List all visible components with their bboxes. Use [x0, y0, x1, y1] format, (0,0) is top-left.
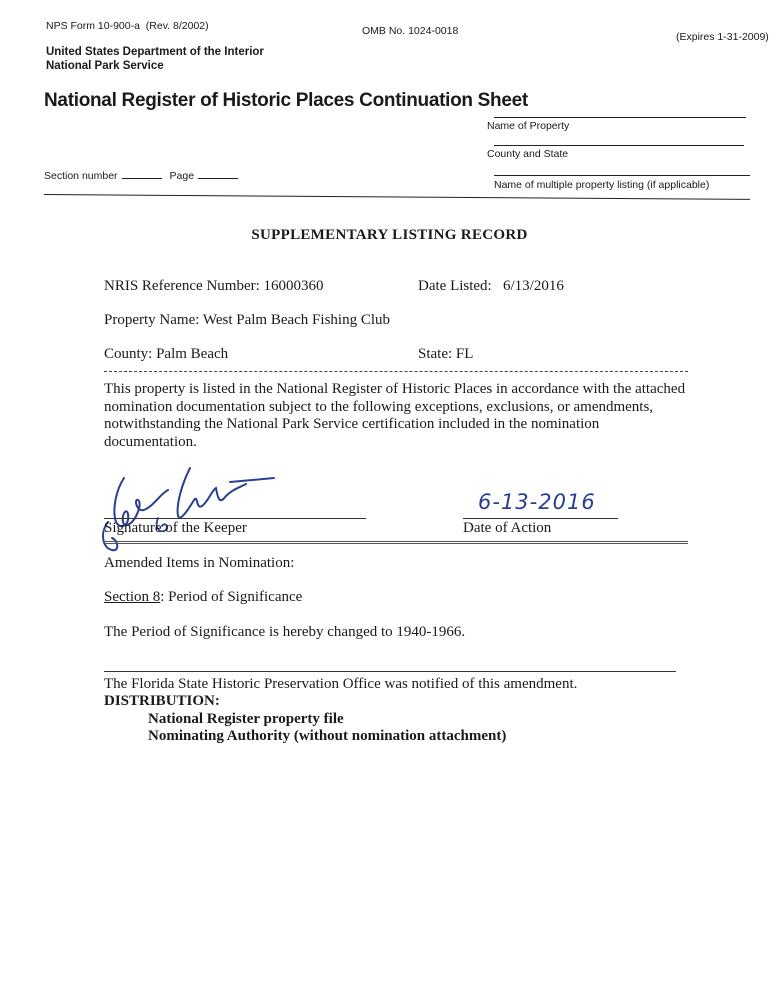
section-number-label: Section number	[44, 170, 118, 182]
property-name	[104, 312, 390, 329]
distribution-item: National Register property file	[148, 711, 344, 727]
section-number-field	[44, 169, 246, 182]
nris-value: 16000360	[263, 278, 324, 294]
listing-statement: This property is listed in the National Register of Historic Places in accordance with the attached nomination documentation subject to the following exceptions, exclusions, or amendments, notwithstanding the National Park Service certification included in the nomination documentation.	[104, 381, 686, 450]
keeper-signature-image	[98, 460, 288, 560]
date-of-action-line	[463, 518, 618, 519]
date-listed-label: Date Listed:	[418, 278, 492, 294]
property-value: West Palm Beach Fishing Club	[202, 312, 390, 328]
date-of-action-value: 6-13-2016	[478, 490, 596, 514]
section-8-link: Section 8	[104, 589, 161, 605]
period-statement: The Period of Significance is hereby changed to 1940-1966.	[104, 624, 466, 640]
dashed-divider-top	[104, 371, 688, 372]
distribution-label: DISTRIBUTION:	[104, 693, 220, 709]
date-listed-value: 6/13/2016	[502, 278, 564, 294]
nris-reference	[104, 278, 324, 295]
county-label: County:	[104, 346, 153, 362]
county	[104, 346, 228, 363]
page-blank	[198, 169, 238, 179]
page-label: Page	[169, 170, 195, 182]
property-label: Property Name:	[104, 312, 200, 328]
state-value: FL	[455, 346, 474, 362]
section-8-title: : Period of Significance	[160, 589, 303, 605]
county-state-line	[494, 145, 744, 146]
notification-divider	[104, 671, 676, 672]
omb-number: OMB No. 1024-0018	[362, 25, 459, 37]
dashed-divider-bottom	[104, 541, 688, 544]
section-8-heading	[104, 589, 302, 606]
expires-date: (Expires 1-31-2009)	[676, 31, 769, 43]
notified-statement: The Florida State Historic Preservation Office was notified of this amendment.	[104, 676, 578, 692]
section-number-blank	[122, 169, 162, 179]
department-name: United States Department of the Interior	[46, 46, 264, 58]
form-number	[46, 20, 209, 32]
state-label: State:	[418, 346, 453, 362]
record-heading: SUPPLEMENTARY LISTING RECORD	[251, 227, 528, 243]
state	[418, 346, 473, 363]
nris-label: NRIS Reference Number:	[104, 278, 260, 294]
date-of-action-label: Date of Action	[463, 520, 552, 536]
signature-line	[104, 518, 366, 519]
service-name: National Park Service	[46, 60, 164, 72]
county-value: Palm Beach	[156, 346, 229, 362]
signature-label: Signature of the Keeper	[104, 520, 247, 536]
distribution-item: Nominating Authority (without nomination attachment)	[148, 728, 507, 744]
multiple-listing-label: Name of multiple property listing (if applicable)	[494, 179, 710, 191]
county-state-label: County and State	[487, 148, 569, 160]
date-listed	[418, 278, 564, 295]
name-of-property-label: Name of Property	[487, 120, 570, 132]
multiple-listing-line	[494, 175, 750, 176]
form-number-text: NPS Form 10-900-a	[46, 20, 140, 32]
page-title: National Register of Historic Places Continuation Sheet	[44, 90, 528, 111]
amended-items-label: Amended Items in Nomination:	[104, 555, 295, 571]
header-divider	[44, 194, 750, 200]
form-revision: (Rev. 8/2002)	[145, 20, 209, 32]
name-of-property-line	[494, 117, 746, 118]
